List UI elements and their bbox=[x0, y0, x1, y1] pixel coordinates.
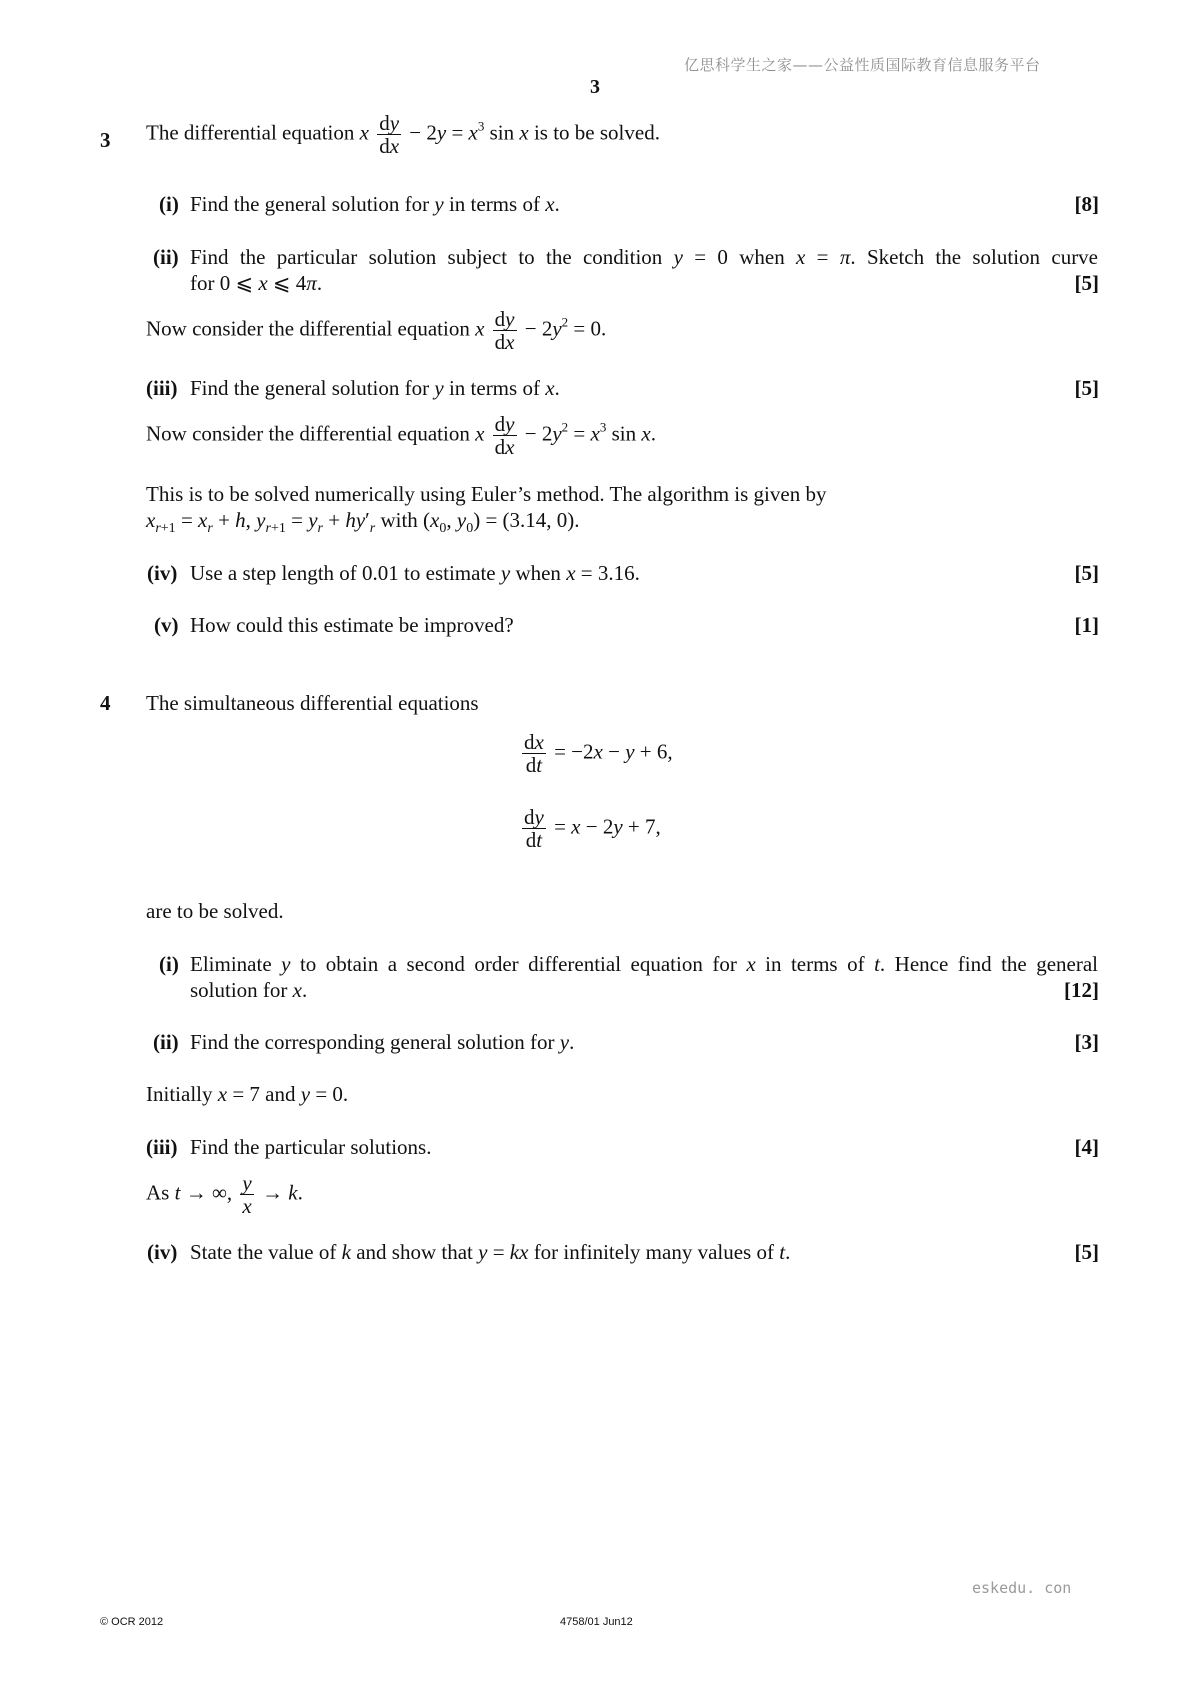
q3-part-iii-label: (iii) bbox=[146, 376, 178, 400]
q3-part-v-label: (v) bbox=[154, 613, 179, 637]
question-4-number: 4 bbox=[100, 691, 111, 715]
q4-part-iii-text: Find the particular solutions. bbox=[190, 1135, 432, 1159]
q4-part-iv-label: (iv) bbox=[147, 1240, 178, 1264]
q3-euler-line2: $x_{r+1} = x_r + h$, $y_{r+1} = y_r + hy'_r$ with ($x_0$, $y_0) = (3.14$, 0). bbox=[146, 508, 580, 536]
q4-part-ii-label: (ii) bbox=[153, 1030, 179, 1054]
q3-euler-line1: This is to be solved numerically using Euler’s method. The algorithm is given by bbox=[146, 482, 827, 506]
q3-part-ii-label: (ii) bbox=[153, 245, 179, 269]
question-3-number: 3 bbox=[100, 128, 111, 152]
q3-part-i-label: (i) bbox=[159, 192, 179, 216]
q4-limit-statement: As t → ∞, $\frac{y}{x}$ → k. bbox=[146, 1171, 303, 1219]
q3-consider-text-1: Now consider the differential equation bbox=[146, 316, 470, 341]
q4-initially: Initially x = 7 and y = 0. bbox=[146, 1082, 349, 1106]
footer-paper-code: 4758/01 Jun12 bbox=[560, 1616, 633, 1628]
q3-intro-post: is to be solved. bbox=[533, 120, 660, 145]
q3-consider-1: Now consider the differential equation x $\frac{dy}{dx}$ − $2y^2 = 0$. bbox=[146, 307, 607, 355]
fraction-dy-dt: $\frac{dy}{dt}$ bbox=[524, 805, 544, 853]
q3-part-iv-label: (iv) bbox=[147, 561, 178, 585]
q4-as: As bbox=[146, 1180, 170, 1205]
q4-part-iv-text: State the value of k and show that y = kx for infinitely many values of t. bbox=[190, 1240, 791, 1264]
page-number: 3 bbox=[590, 76, 600, 98]
q3-part-iii-marks: [5] bbox=[1074, 376, 1099, 400]
q3-part-v-text: How could this estimate be improved? bbox=[190, 613, 514, 637]
footer-site: eskedu. con bbox=[972, 1579, 1072, 1597]
q3-part-i-marks: [8] bbox=[1074, 192, 1099, 216]
q4-part-iii-label: (iii) bbox=[146, 1135, 178, 1159]
fraction-y-x: $\frac{y}{x}$ bbox=[242, 1171, 252, 1219]
fraction-dx-dt: $\frac{dx}{dt}$ bbox=[524, 730, 544, 778]
q3-intro-pre: The differential equation bbox=[146, 120, 355, 145]
question-4-intro: The simultaneous differential equations bbox=[146, 691, 479, 715]
q3-euler-initial: = (3.14, 0). bbox=[485, 508, 580, 532]
q4-part-i-line1: Eliminate y to obtain a second order differential equation for x in terms of t. Hence find the general bbox=[190, 952, 1099, 976]
q4-equation-1: $\frac{dx}{dt}$ = −2x − y + 6, bbox=[524, 730, 673, 778]
q3-part-i-text: Find the general solution for y in terms of x. bbox=[190, 192, 560, 216]
question-3-intro: The differential equation x $\frac{dy}{dx}$ − $2y = x^3$ sin x is to be solved. bbox=[146, 111, 660, 159]
q4-part-iii-marks: [4] bbox=[1074, 1135, 1099, 1159]
q4-part-iv-marks: [5] bbox=[1074, 1240, 1099, 1264]
q3-consider-2: Now consider the differential equation x $\frac{dy}{dx}$ − $2y^2 = x^3$ sin x. bbox=[146, 412, 656, 460]
q4-part-ii-marks: [3] bbox=[1074, 1030, 1099, 1054]
fraction-dy-dx: $\frac{dy}{dx}$ bbox=[379, 111, 400, 159]
header-watermark: 亿思科学生之家——公益性质国际教育信息服务平台 bbox=[684, 56, 1041, 74]
fraction-dy-dx-2: $\frac{dy}{dx}$ bbox=[494, 307, 515, 355]
q3-part-iv-marks: [5] bbox=[1074, 561, 1099, 585]
fraction-dy-dx-3: $\frac{dy}{dx}$ bbox=[494, 412, 515, 460]
q4-part-i-line2: solution for x. bbox=[190, 978, 308, 1002]
q4-part-i-label: (i) bbox=[159, 952, 179, 976]
q3-part-iv-text: Use a step length of 0.01 to estimate y when x = 3.16. bbox=[190, 561, 640, 585]
q4-part-i-marks: [12] bbox=[1064, 978, 1099, 1002]
q4-equation-2: $\frac{dy}{dt}$ = x − 2y + 7, bbox=[524, 805, 661, 853]
footer-copyright: © OCR 2012 bbox=[100, 1616, 164, 1628]
q3-part-ii-line1: Find the particular solution subject to the condition y = 0 when x = π. Sketch the solution curve bbox=[190, 245, 1099, 269]
q3-part-ii-line2: for 0 ⩽ x ⩽ 4π. bbox=[190, 271, 323, 295]
q3-part-iii-text: Find the general solution for y in terms of x. bbox=[190, 376, 560, 400]
q3-euler-with: with bbox=[380, 508, 418, 532]
q4-part-ii-text: Find the corresponding general solution for y. bbox=[190, 1030, 575, 1054]
q3-part-v-marks: [1] bbox=[1074, 613, 1099, 637]
q4-are-solved: are to be solved. bbox=[146, 899, 284, 923]
q3-part-ii-marks: [5] bbox=[1074, 271, 1099, 295]
q3-consider-text-2: Now consider the differential equation bbox=[146, 421, 470, 446]
